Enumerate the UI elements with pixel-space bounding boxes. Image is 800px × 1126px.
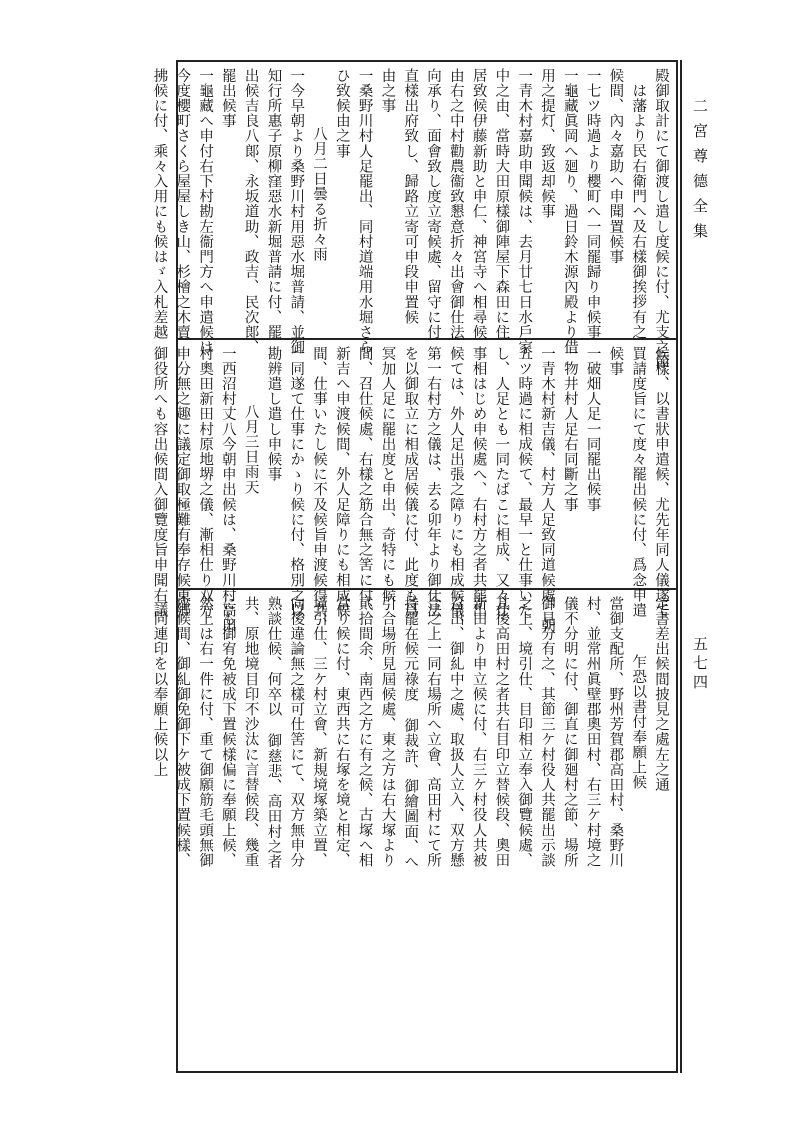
- text-block-top: [148, 68, 672, 370]
- running-head: 二宮尊德全集: [691, 98, 709, 248]
- text-column: 申分無之趣に議定御取極難有奉存候東郷: [174, 346, 191, 618]
- text-column: を以御取立に相成居候儀に付、此度も爲: [402, 346, 419, 618]
- text-column: にも御宥免被成下置候樣偏に奉願上候、: [219, 596, 236, 868]
- text-column: 買請度旨にて度々罷出候に付、爲念申遣: [630, 346, 647, 618]
- text-column: 候事: [607, 346, 624, 377]
- text-column: 間、召仕候處、右樣之筋合無之筈に付、: [356, 346, 373, 618]
- header-rule: [680, 60, 682, 1073]
- text-column: 一今早朝より桑野川村用惡水堀普請、並御: [288, 68, 305, 355]
- text-column: 一物井村人足右同斷之事: [561, 346, 578, 513]
- text-column: 出候吉良八郞、永坂道助、政吉、民次郞、: [242, 68, 259, 355]
- text-column: 新吉へ申渡候間、外人足障りにも相成候: [333, 346, 350, 618]
- text-column: 引合場所見屆候處、東之方は右大塚より: [379, 596, 396, 868]
- text-column: 合之上一同右場所へ立會、高田村にて所: [425, 596, 442, 868]
- text-column: は藩より民右衛門へ及右樣御挨拶有之: [630, 83, 647, 340]
- text-column: ひ致候由之事: [333, 68, 350, 159]
- text-column: 一破畑人足一同罷出候事: [584, 346, 601, 513]
- text-column: 候間、內々嘉助へ申聞置候事: [607, 68, 624, 265]
- text-block-middle: [148, 346, 672, 633]
- text-column: 向承り、面會致し度立寄候處、留守に付: [425, 68, 442, 340]
- text-column: 間、仕事いたし候に不及候旨申渡候得共、: [311, 346, 328, 633]
- text-column: 第一右村方之儀は、去る卯年より御仕法: [425, 346, 442, 618]
- text-column: 今度櫻町さくら屋屋しき山、杉檜之木賣: [174, 68, 191, 340]
- text-column: 座候間、御糺御免御下ケ被成下置候樣、: [174, 596, 191, 868]
- text-column: 居致候伊藤新助と申仁、神宮寺へ相尋候: [470, 68, 487, 340]
- text-column: 之上、境引仕、目印相立奉入御覽候處、: [516, 596, 533, 868]
- text-column: 中之由、當時大田原樣御陣屋下森田に住: [493, 68, 510, 340]
- text-column: 五ツ時過に相成候て、最早一と仕事いた: [516, 346, 533, 618]
- text-column: 一龜藏眞岡へ廻り、過日鈴木源內殿より借: [561, 68, 578, 355]
- text-column: 八月二日曇る折々雨: [311, 126, 328, 262]
- text-column: 由右之中村勸農衞致懇意折々出會御仕法: [447, 68, 464, 340]
- text-column: 共、原地境目印不沙汰に言替候段、幾重: [242, 596, 259, 868]
- text-column: 定書差出候間披見之處左之通: [653, 596, 669, 793]
- text-column: 儀不分明に付、御直に御廻村之節、場所: [561, 596, 578, 868]
- text-column: 村奧田新田村原地堺之儀、漸相仕り双方: [197, 346, 214, 618]
- text-column: 向後違論無之樣可仕筈にて、双方無申分: [288, 596, 305, 868]
- text-column: 一青木村嘉助申聞候は、去月廿七日水戶家: [516, 68, 533, 355]
- text-column: 殿御取計にて御渡し遣し度候に付、尤支之節: [653, 68, 669, 370]
- text-column: 當り候に付、東西共に右塚を境と相定、: [333, 596, 350, 868]
- text-column: し、人足とも一同たばこに相成、又々仕: [493, 346, 510, 618]
- text-column: 其後高田村之者共右目印立替候段、奧田: [493, 596, 510, 868]
- text-column: 當御支配所、野州芳賀郡高田村、桑野川: [607, 596, 624, 868]
- text-column: 召出、御糺中之處、取扱人立入、双方懸: [447, 596, 464, 868]
- page-number: 五七四: [691, 636, 709, 693]
- text-column: 事相はじめ申候處へ、右村方之者共罷出: [470, 346, 487, 618]
- text-column: 新田より申立候に付、右三ケ村役人共被: [470, 596, 487, 868]
- text-column: 罷出候事: [219, 68, 236, 129]
- text-column: 一龜藏へ申付右下村勘左衞門方へ申遣候は: [197, 68, 214, 355]
- text-column: 用之提灯、致返却候事: [539, 68, 556, 219]
- text-column: 一青木村新吉儀、村方人足致同道候處、朝: [539, 346, 556, 633]
- text-column: 候樣、以書狀申遣候、尤先年同人儀遂て: [653, 346, 669, 618]
- text-block-bottom: [148, 596, 672, 1066]
- text-column: 由之事: [379, 68, 396, 114]
- text-column: 勘辨遣し遣し申候事: [265, 346, 282, 482]
- text-column: 乍恐以書付奉願上候: [630, 654, 647, 790]
- text-column: 村、並常州眞壁郡奧田村、右三ケ村境之: [584, 596, 601, 868]
- text-column: 一桑野川村人足罷出、同村道端用水堀さら: [356, 68, 373, 355]
- text-column: 境引仕、三ケ村立會、新規境塚築立置、: [311, 596, 328, 868]
- text-column: 直樣出府致し、歸路立寄可申段申置候: [402, 68, 419, 325]
- text-column: 御見分有之、其節三ケ村役人共罷出示談: [539, 596, 556, 868]
- text-column: 冥加人足に罷出度と申出、奇特にも候: [379, 346, 396, 603]
- text-column: 拂候に付、乘々入用にも候はゞ入札差越: [151, 68, 168, 340]
- text-column: 御役所へも容出候間入御覽度旨申聞右議: [151, 346, 168, 618]
- text-column: 一西沼村丈八今朝申出候は、桑野川村高田: [219, 346, 236, 633]
- text-column: 持罷在候元祿度 御裁許、御繪圖面、へ: [402, 596, 419, 870]
- text-column: 一同遂て仕事にかゝり候に付、格別之以: [288, 346, 305, 618]
- text-column: 一七ツ時過より櫻町へ一同罷歸り申候事: [584, 68, 601, 340]
- text-column: 貮拾間余、南西之方に有之候、古塚へ相: [356, 596, 373, 868]
- text-column: 知行所惠子原柳窪惡水新堀普請に付、罷: [265, 68, 282, 340]
- text-column: 熟談仕候、何卒以 御慈悲、高田村之者: [265, 596, 282, 870]
- text-column: 然上は右一件に付、重て御願筋毛頭無御: [197, 596, 214, 868]
- text-column: 八月三日雨天: [242, 404, 259, 495]
- text-column: 一同連印を以奉願上候以上: [151, 596, 168, 778]
- text-column: 候ては、外人足出張之障りにも相成候儀、: [447, 346, 464, 633]
